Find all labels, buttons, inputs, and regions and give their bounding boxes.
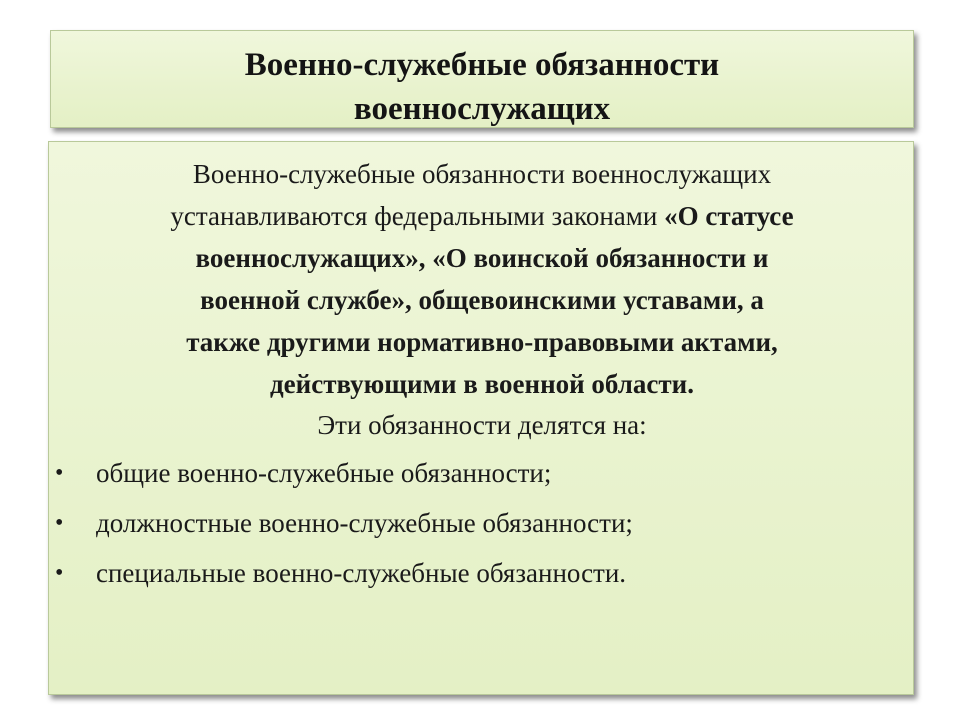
paragraph-line-1: Военно-служебные обязанности военнослужащих bbox=[192, 159, 772, 189]
paragraph-line-3: военнослужащих», «О воинской обязанности и bbox=[195, 243, 769, 273]
bullet-icon: • bbox=[55, 460, 64, 486]
division-intro bbox=[50, 404, 914, 446]
paragraph-line-2 bbox=[50, 195, 914, 237]
bullet-icon: • bbox=[55, 560, 64, 586]
list-item-text: должностные военно-служебные обязанности; bbox=[96, 508, 633, 538]
title-line-2: военнослужащих bbox=[353, 91, 611, 127]
list-item-text: специальные военно-служебные обязанности. bbox=[96, 558, 627, 588]
paragraph-line-6: действующими в военной области. bbox=[270, 369, 694, 399]
title-line-1: Военно-служебные обязанности bbox=[244, 47, 720, 83]
paragraph-line-2-bold: «О статусе bbox=[664, 201, 794, 231]
division-intro-text: Эти обязанности делятся на: bbox=[317, 410, 647, 440]
paragraph-line-4: военной службе», общевоинскими уставами, а bbox=[200, 285, 764, 315]
main-paragraph bbox=[50, 153, 914, 405]
paragraph-line-5: также другими нормативно-правовыми актами, bbox=[186, 327, 778, 357]
slide-title bbox=[51, 43, 913, 131]
title-panel bbox=[50, 30, 914, 128]
bullet-icon: • bbox=[55, 510, 64, 536]
list-item-text: общие военно-служебные обязанности; bbox=[96, 458, 552, 488]
paragraph-line-2-plain: устанавливаются федеральными законами bbox=[170, 201, 665, 231]
